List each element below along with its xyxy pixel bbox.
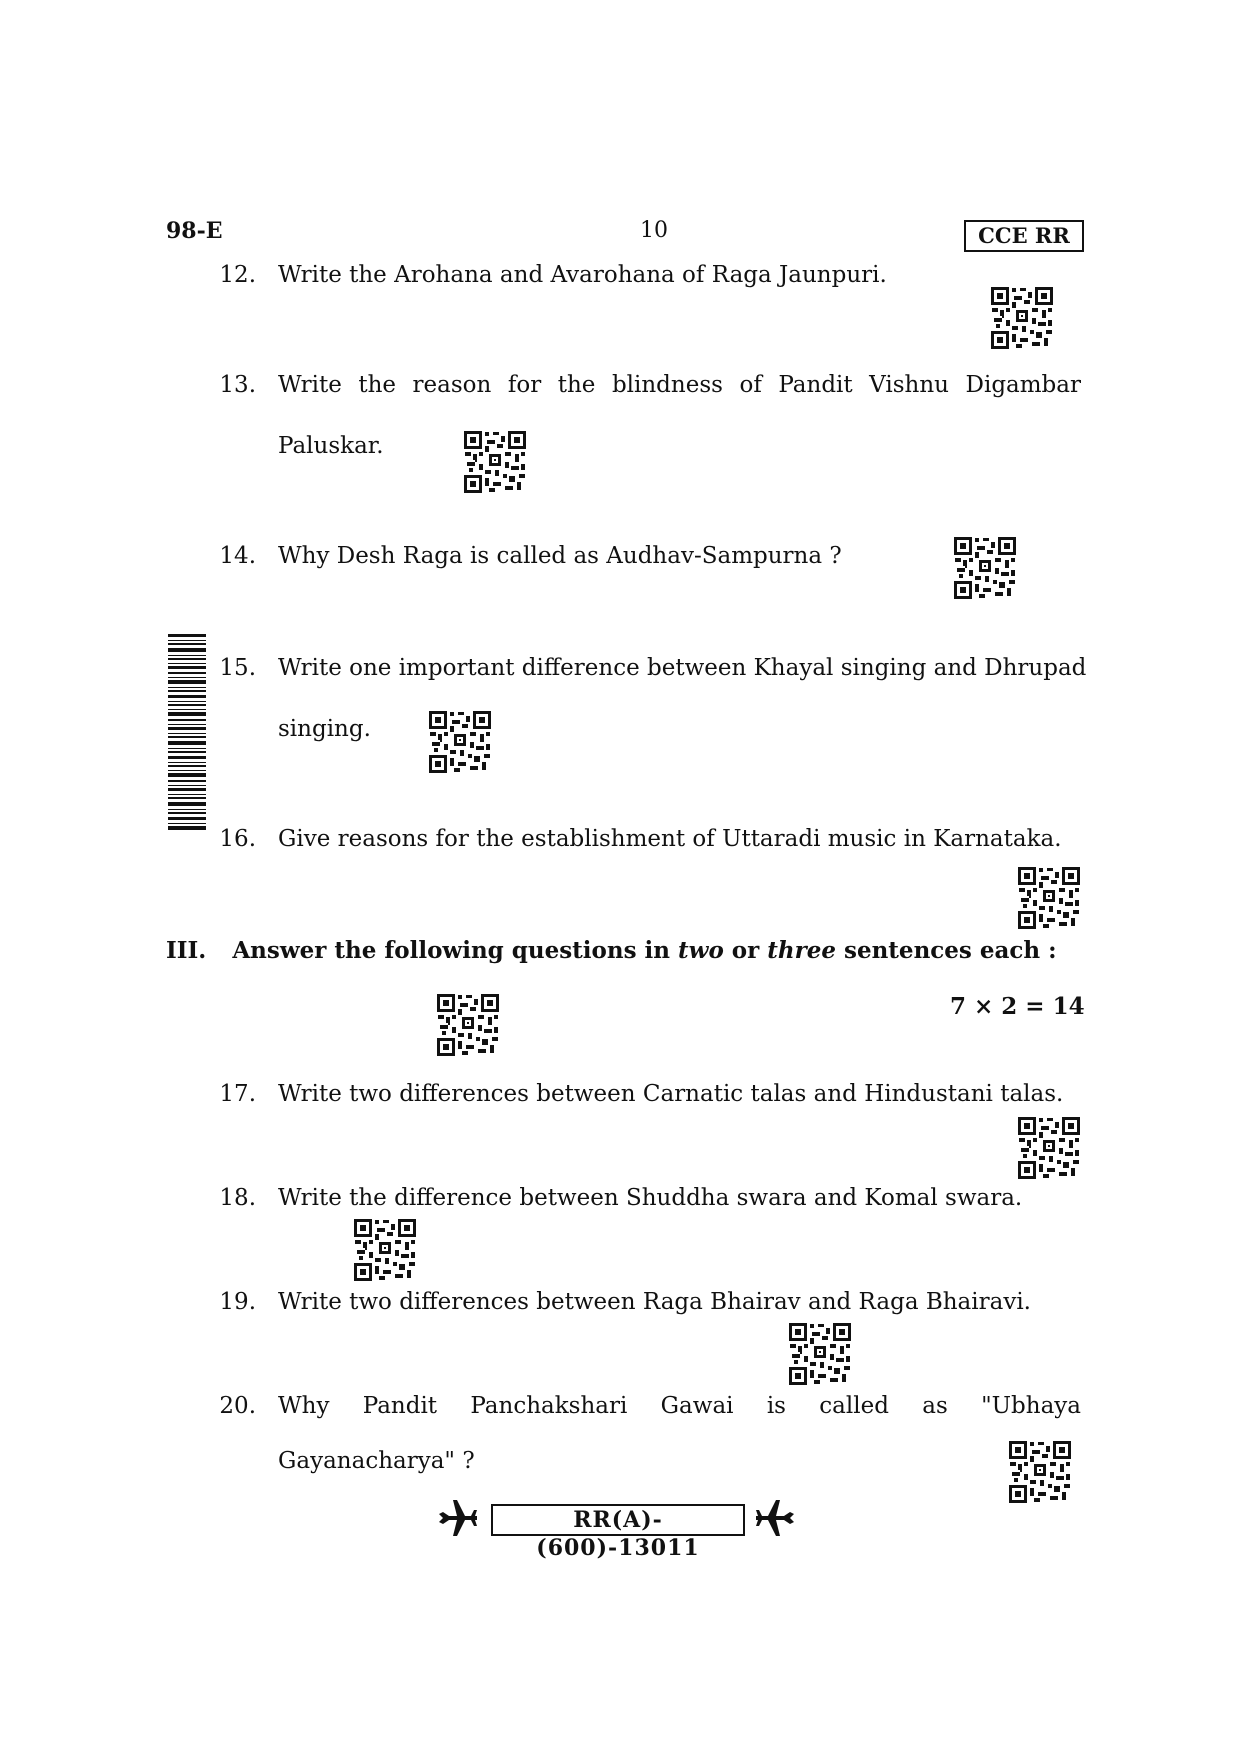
section-instruction: Answer the following questions in two or three sentences each : (232, 937, 1057, 964)
question-number: 20. (219, 1393, 256, 1419)
question-number: 15. (219, 655, 256, 681)
qr-code-icon (953, 536, 1017, 600)
question-number: 17. (219, 1081, 256, 1107)
question-number: 16. (219, 826, 256, 852)
section-marks: 7 × 2 = 14 (950, 993, 1085, 1020)
section-numeral: III. (166, 937, 207, 964)
qr-code-icon (436, 993, 500, 1057)
qr-code-icon (990, 286, 1054, 350)
footer-code-box: RR(A)-(600)-13011 (491, 1504, 745, 1536)
question-text-line2: Paluskar. (278, 433, 384, 459)
barcode-icon (168, 632, 206, 832)
exam-label-box: CCE RR (964, 220, 1084, 252)
question-number: 13. (219, 372, 256, 398)
qr-code-icon (428, 710, 492, 774)
question-text-line1: Write the reason for the blindness of Pandit Vishnu Digambar (278, 372, 1081, 398)
qr-code-icon (1008, 1440, 1072, 1504)
qr-code-icon (788, 1322, 852, 1386)
question-text: Why Desh Raga is called as Audhav-Sampurna ? (278, 543, 842, 569)
question-text: Write the difference between Shuddha swara and Komal swara. (278, 1185, 1023, 1211)
qr-code-icon (1017, 1116, 1081, 1180)
qr-code-icon (1017, 866, 1081, 930)
question-text: Write two differences between Carnatic talas and Hindustani talas. (278, 1081, 1064, 1107)
question-text: Write the Arohana and Avarohana of Raga Jaunpuri. (278, 262, 887, 288)
page-number: 10 (640, 218, 668, 243)
airplane-icon (754, 1498, 796, 1538)
question-text: Give reasons for the establishment of Uttaradi music in Karnataka. (278, 826, 1062, 852)
qr-code-icon (353, 1218, 417, 1282)
qr-code-icon (463, 430, 527, 494)
question-text-line1: Why Pandit Panchakshari Gawai is called as "Ubhaya (278, 1393, 1081, 1419)
question-text-line2: singing. (278, 716, 371, 742)
question-number: 14. (219, 543, 256, 569)
question-text-line1: Write one important difference between Khayal singing and Dhrupad (278, 655, 1087, 681)
paper-code: 98-E (166, 218, 223, 244)
section-heading (166, 937, 1057, 964)
question-number: 19. (219, 1289, 256, 1315)
airplane-icon (437, 1498, 479, 1538)
question-number: 18. (219, 1185, 256, 1211)
question-text: Write two differences between Raga Bhairav and Raga Bhairavi. (278, 1289, 1031, 1315)
question-number: 12. (219, 262, 256, 288)
question-text-line2: Gayanacharya" ? (278, 1448, 475, 1474)
